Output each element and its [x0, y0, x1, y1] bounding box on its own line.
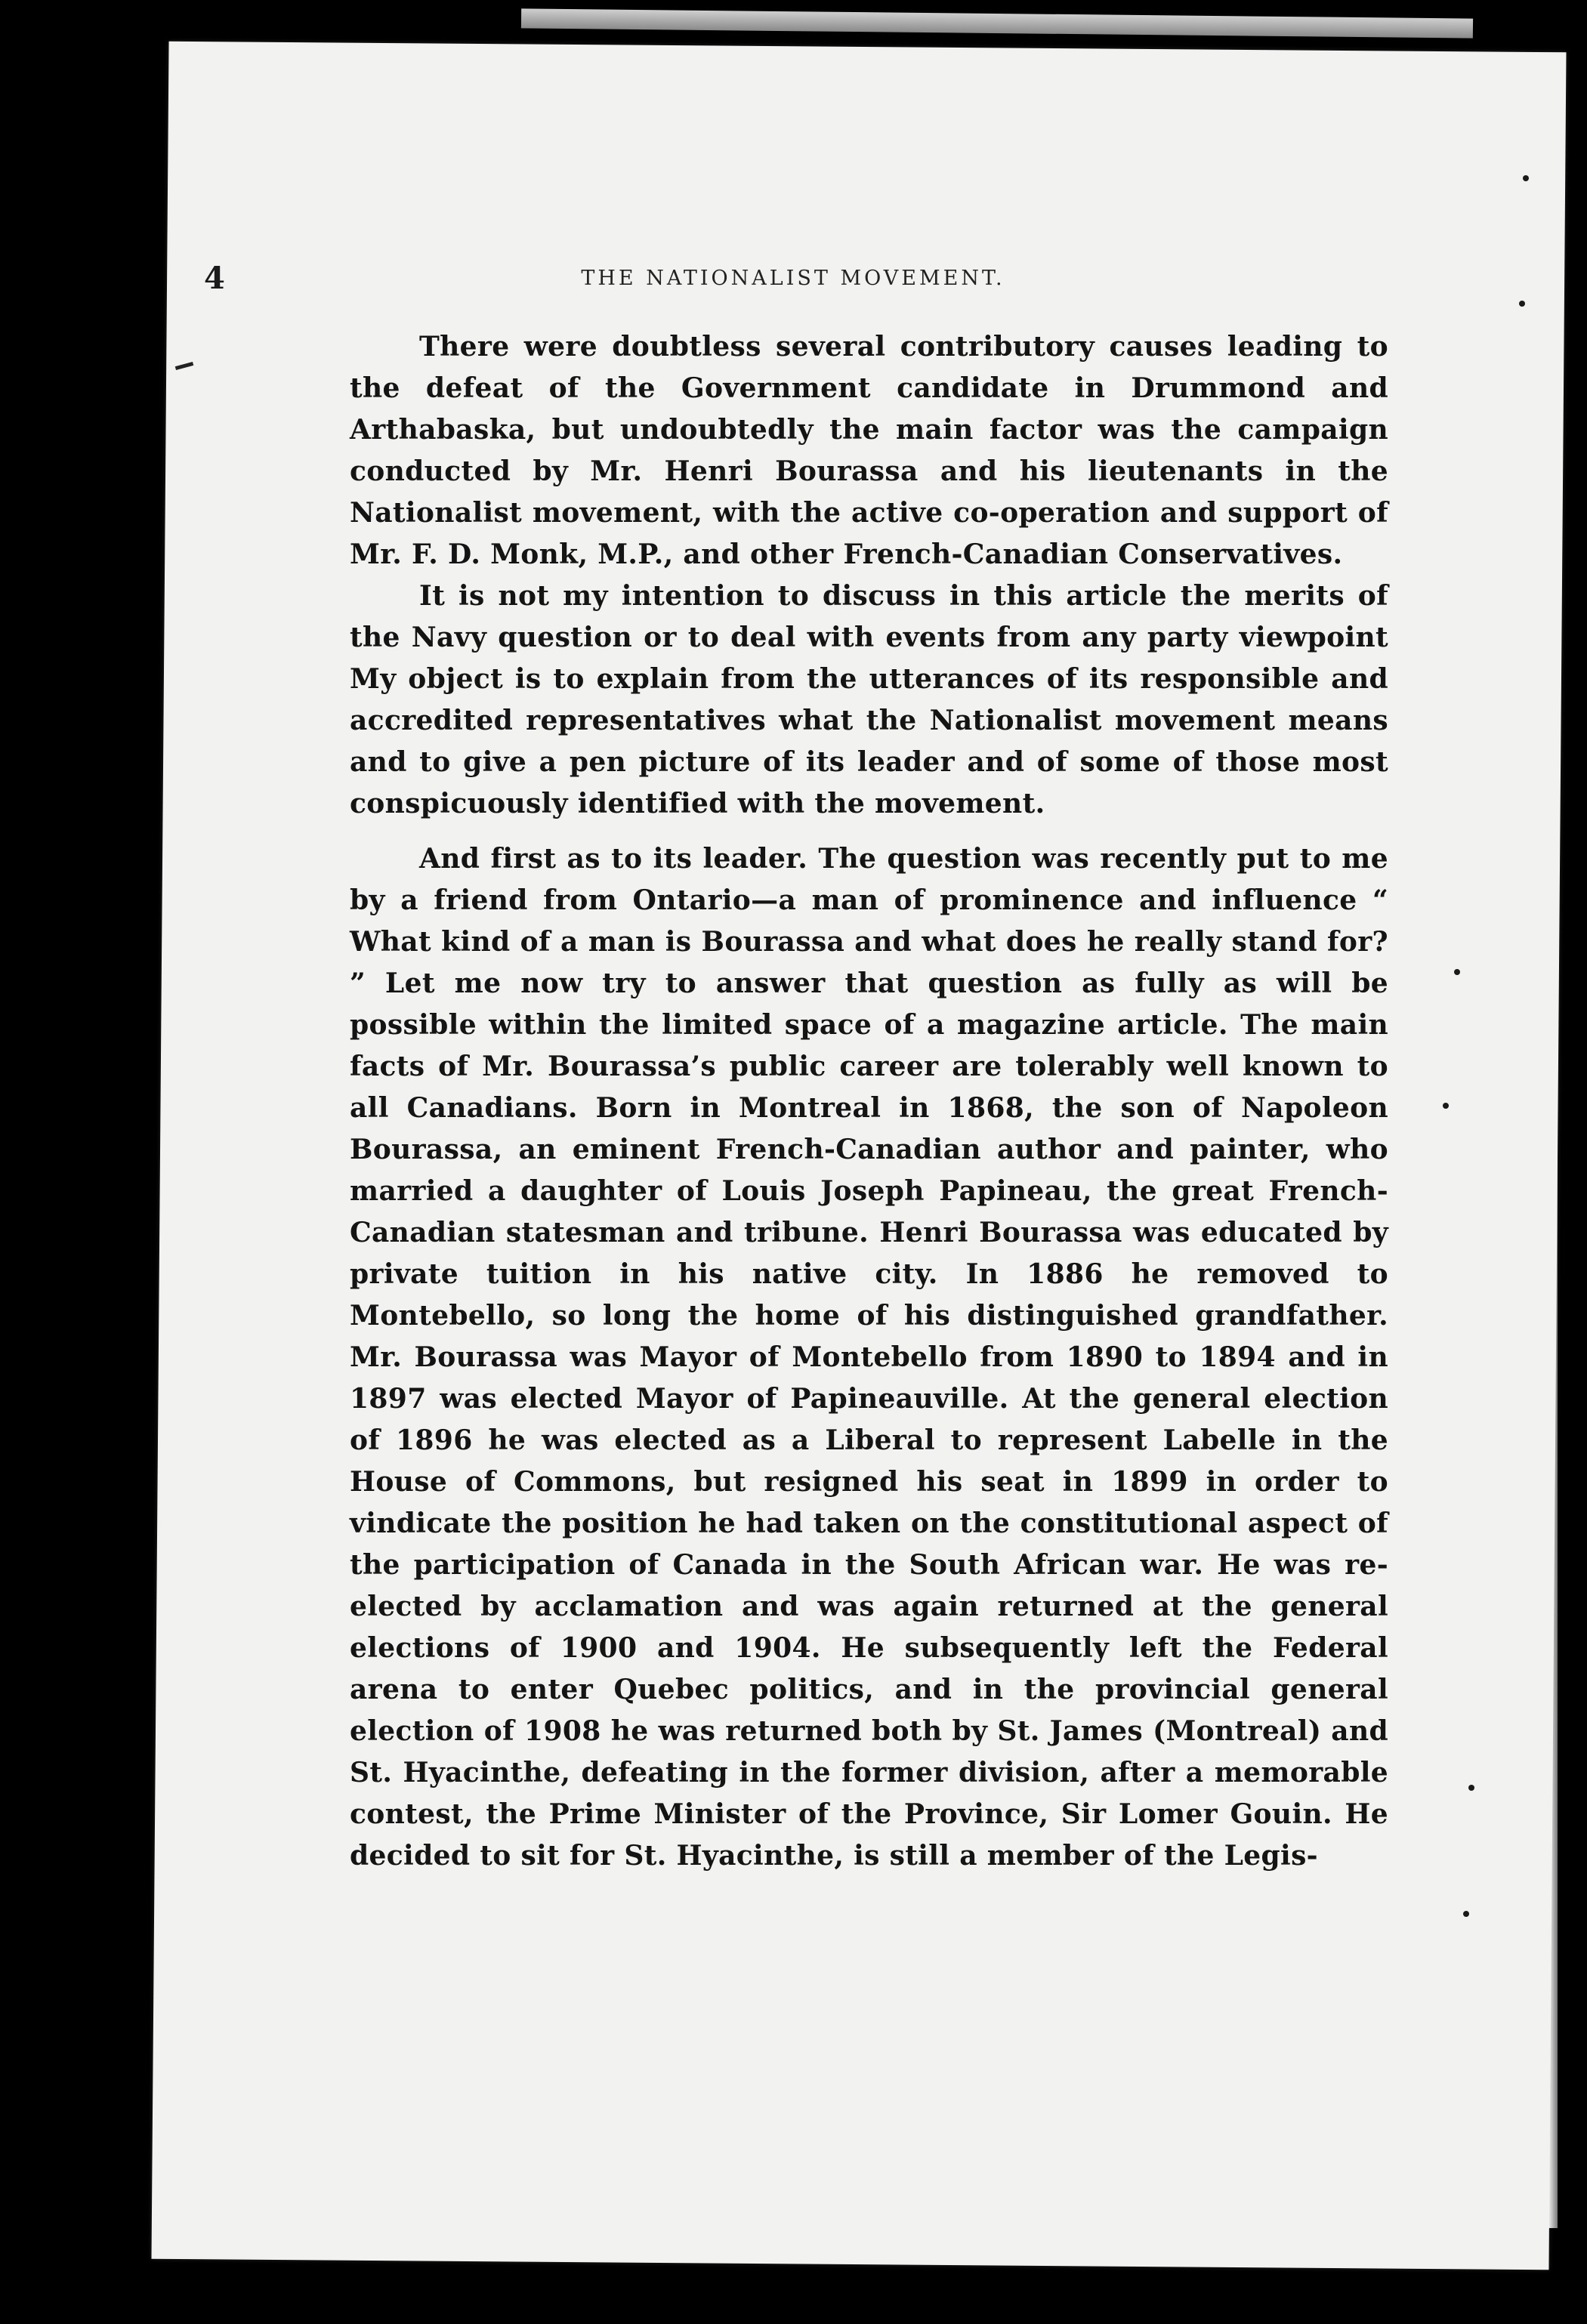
page-header — [204, 261, 1382, 306]
scan-speck — [1463, 1911, 1469, 1917]
scan-edge-top — [521, 8, 1473, 38]
scan-speck — [1468, 1785, 1474, 1791]
paragraph-1: There were doubtless several contributory causes leading to the defeat of the Government candidate in Drummond and Arthabaska, but undoubtedly the main factor was the campaign conducted by Mr. Henri Bourassa and his lieutenants in the Nationalist movement, with the active co-operation and support of Mr. F. D. Monk, M.P., and other French-Canadian Conservatives. — [350, 331, 1388, 570]
paragraph-2: It is not my intention to discuss in this article the merits of the Navy question or to deal with events from any party viewpoint My object is to explain from the utterances of its responsible and accredited representatives what the Nationalist movement means and to give a pen picture of its leader and of some of those most conspicuously identified with the movement. — [350, 580, 1388, 819]
scan-speck — [1454, 969, 1460, 975]
scan-speck — [1523, 175, 1529, 181]
scan-speck — [1519, 301, 1525, 307]
paragraph-3: And first as to its leader. The question was recently put to me by a friend from Ontario—a man of prominence and influence “ What kind of a man is Bourassa and what does he really stand for? ” Let me now try to answer that question as fully as will be possible within the limited space of a magazine article. The main facts of Mr. Bourassa’s public career are tolerably well known to all Canadians. Born in Montreal in 1868, the son of Napoleon Bourassa, an eminent French-Canadian author and painter, who married a daughter of Louis Joseph Papineau, the great French-Canadian statesman and tribune. Henri Bourassa was educated by private tuition in his native city. In 1886 he removed to Montebello, so long the home of his distinguished grandfather. Mr. Bourassa was Mayor of Montebello from 1890 to 1894 and in 1897 was elected Mayor of Papineauville. At the general election of 1896 he was elected as a Liberal to represent Labelle in the House of Commons, but resigned his seat in 1899 in order to vindicate the position he had taken on the constitutional aspect of the participation of Canada in the South African war. He was re-elected by acclamation and was again returned at the general elections of 1900 and 1904. He subsequently left the Federal arena to enter Quebec politics, and in the provincial general election of 1908 he was returned both by St. James (Montreal) and St. Hyacinthe, defeating in the former division, after a memorable contest, the Prime Minister of the Province, Sir Lomer Gouin. He decided to sit for St. Hyacinthe, is still a member of the Legis- — [350, 843, 1388, 1872]
running-title: THE NATIONALIST MOVEMENT. — [581, 267, 1005, 290]
page-number: 4 — [204, 261, 225, 296]
scan-speck — [1443, 1103, 1449, 1109]
article-body — [350, 326, 1388, 1877]
